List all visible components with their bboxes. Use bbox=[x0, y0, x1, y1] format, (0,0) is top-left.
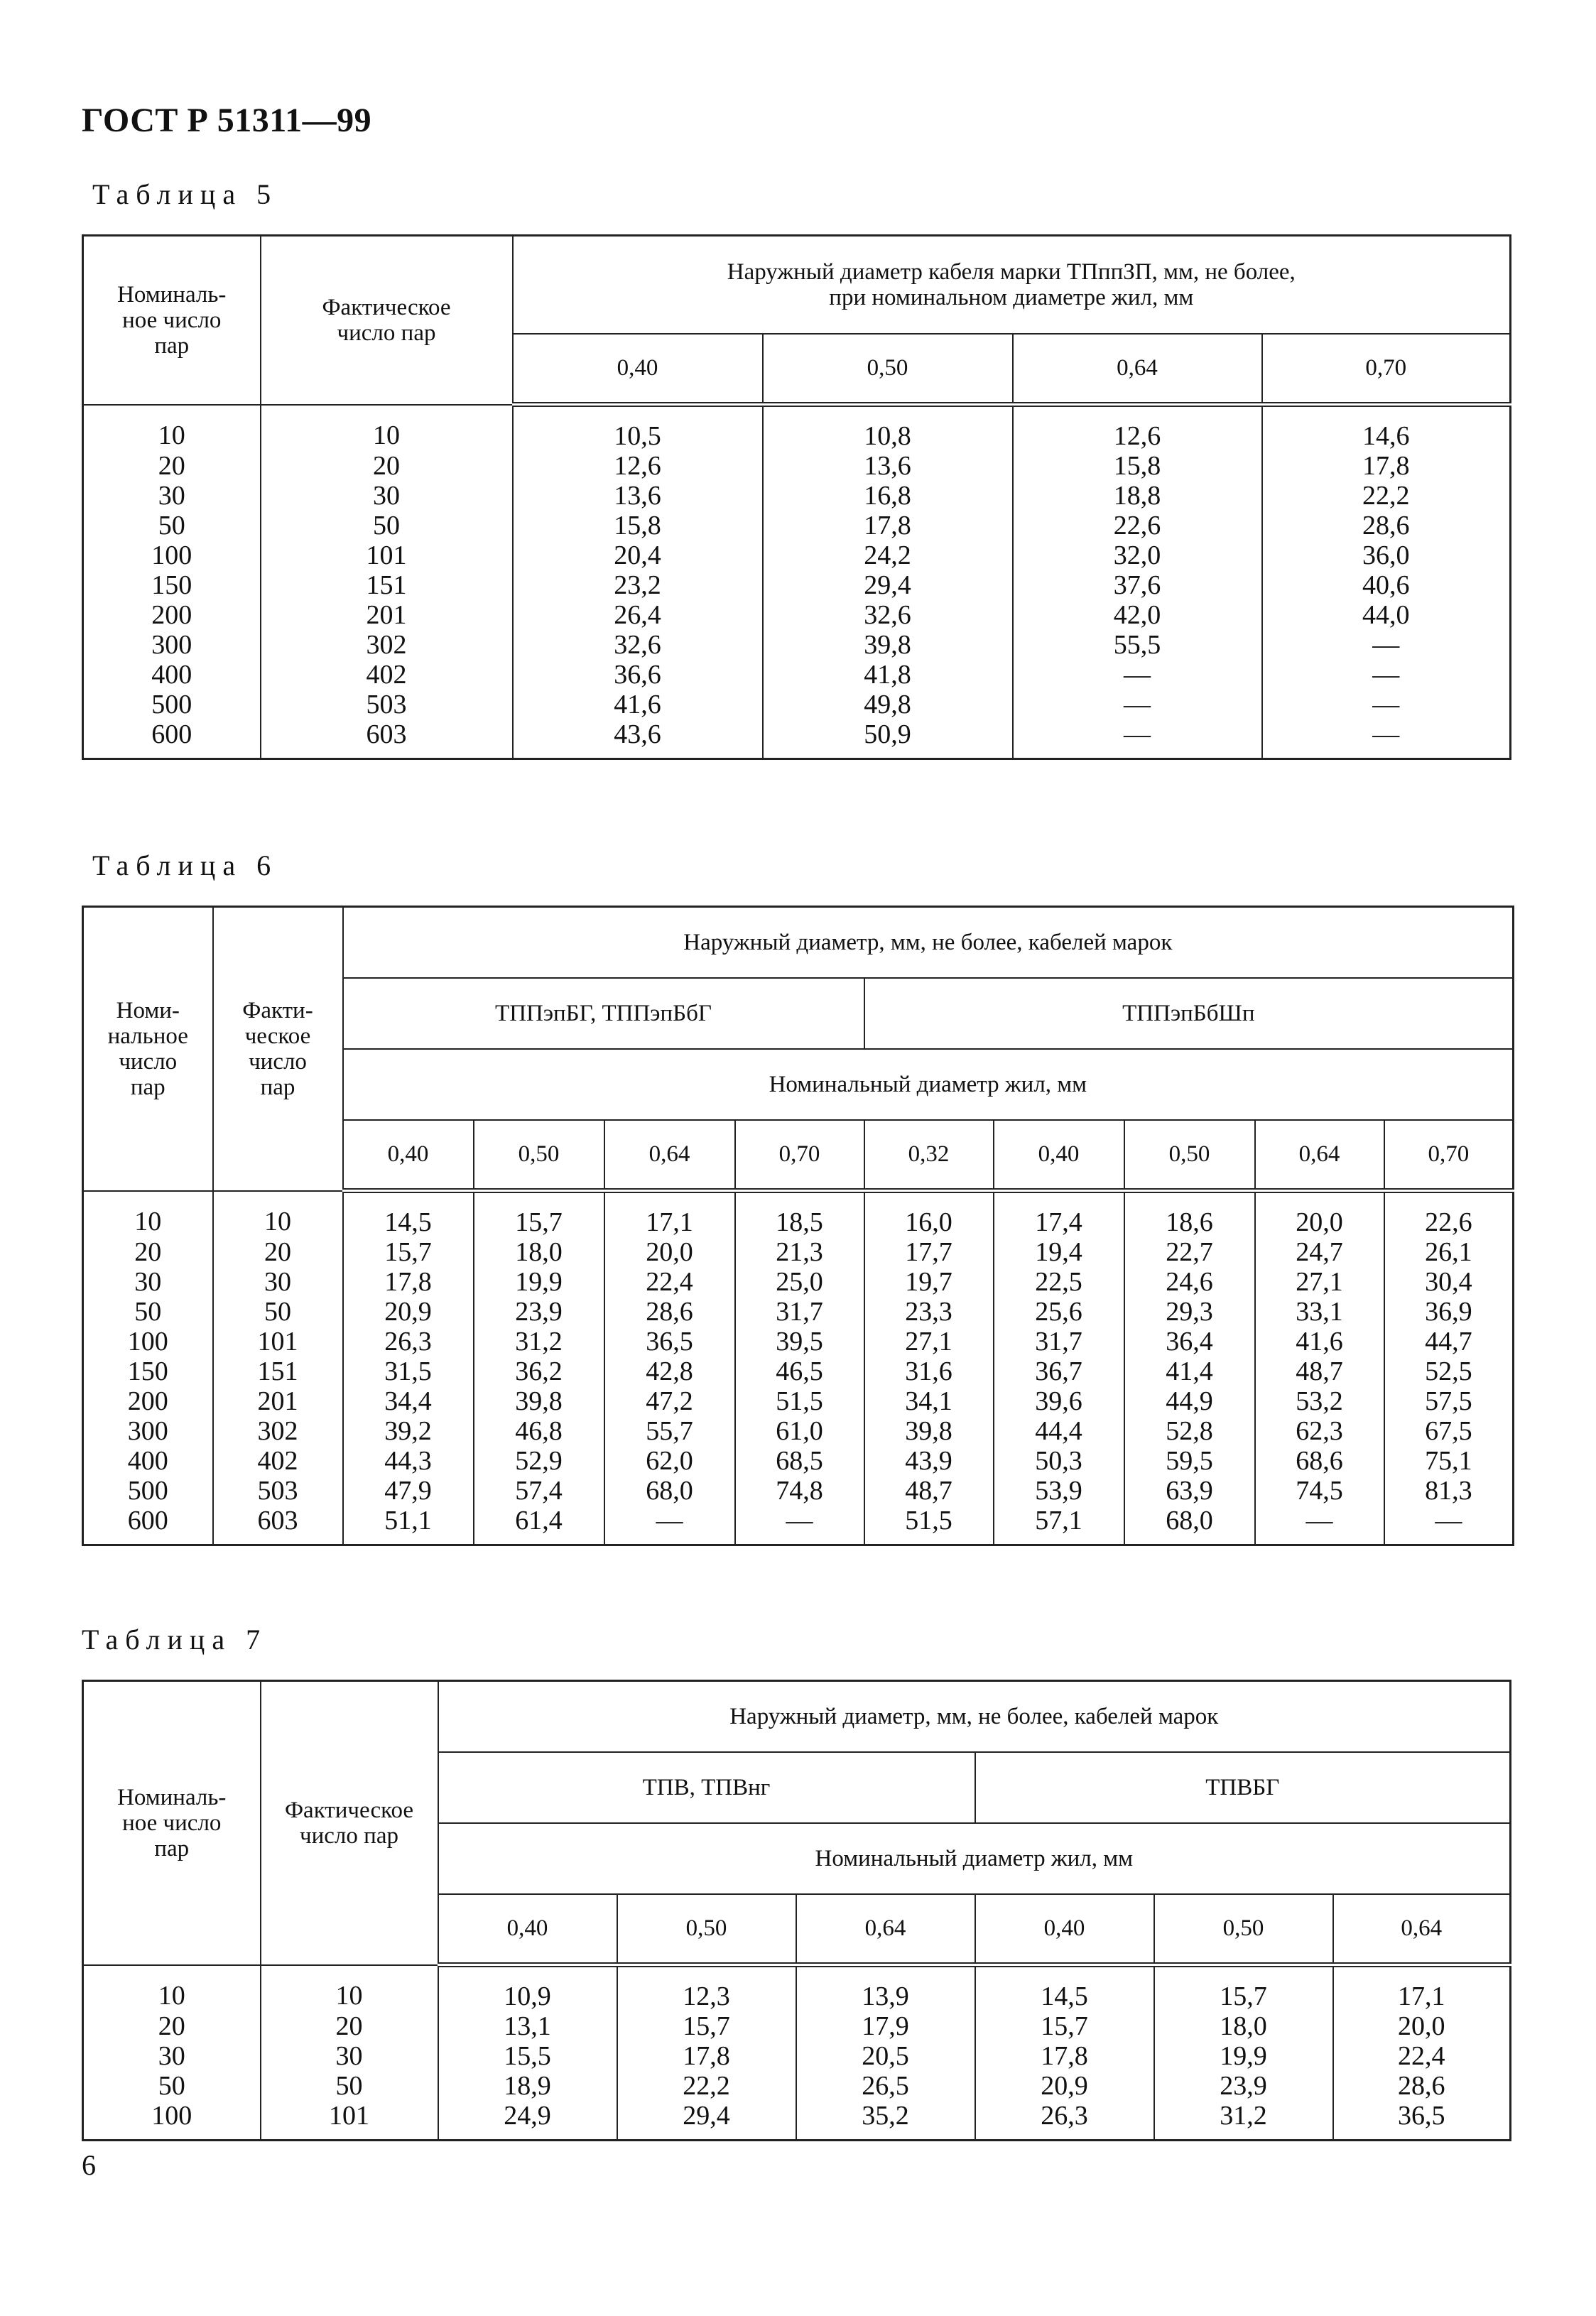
diameter-value-cell: 17,8 bbox=[975, 2041, 1154, 2071]
diameter-value-cell: 44,3 bbox=[343, 1446, 474, 1476]
diameter-value-cell: 39,8 bbox=[763, 630, 1013, 660]
diameter-value-cell: 31,6 bbox=[864, 1357, 994, 1386]
diameter-value-cell: 50,3 bbox=[994, 1446, 1124, 1476]
diameter-value-cell: 20,5 bbox=[796, 2041, 975, 2071]
diameter-value-cell: 36,4 bbox=[1124, 1327, 1255, 1357]
table-row bbox=[83, 660, 1511, 690]
nominal-pairs-cell: 300 bbox=[83, 1416, 213, 1446]
cable-brand-header: ТПВ, ТПВнг bbox=[438, 1752, 975, 1823]
diameter-value-cell: 57,5 bbox=[1384, 1386, 1514, 1416]
diameter-value-cell: 15,7 bbox=[343, 1237, 474, 1267]
diameter-value-cell: 59,5 bbox=[1124, 1446, 1255, 1476]
diameter-value-cell: 68,0 bbox=[604, 1476, 735, 1506]
table-row bbox=[83, 1446, 1514, 1476]
diameter-value-cell: 13,9 bbox=[796, 1965, 975, 2012]
diameter-value-cell: — bbox=[1262, 719, 1511, 759]
diameter-value-cell: 68,6 bbox=[1255, 1446, 1384, 1476]
diameter-value-cell: 41,6 bbox=[1255, 1327, 1384, 1357]
diameter-value-cell: 15,7 bbox=[975, 2011, 1154, 2041]
actual-pairs-cell: 151 bbox=[261, 570, 513, 600]
table-row bbox=[83, 600, 1511, 630]
nominal-pairs-cell: 100 bbox=[83, 540, 261, 570]
diameter-value-cell: 47,9 bbox=[343, 1476, 474, 1506]
diameter-value-cell: 14,5 bbox=[975, 1965, 1154, 2012]
col-nominal-pairs-header: Номиналь- ное число пар bbox=[83, 1681, 261, 1965]
table-6 bbox=[82, 906, 1514, 1546]
diameter-value-cell: 44,9 bbox=[1124, 1386, 1255, 1416]
diameter-value-cell: 27,1 bbox=[864, 1327, 994, 1357]
diameter-value-cell: 32,6 bbox=[763, 600, 1013, 630]
diameter-header: 0,50 bbox=[474, 1120, 604, 1191]
diameter-value-cell: 20,4 bbox=[513, 540, 763, 570]
table-row bbox=[83, 1416, 1514, 1446]
diameter-value-cell: 31,2 bbox=[474, 1327, 604, 1357]
table-row bbox=[83, 570, 1511, 600]
cable-brand-header: ТПВБГ bbox=[975, 1752, 1511, 1823]
diameter-value-cell: 20,9 bbox=[343, 1297, 474, 1327]
diameter-value-cell: 41,4 bbox=[1124, 1357, 1255, 1386]
nominal-pairs-cell: 30 bbox=[83, 2041, 261, 2071]
table-row bbox=[83, 690, 1511, 719]
actual-pairs-cell: 50 bbox=[213, 1297, 343, 1327]
diameter-value-cell: 19,9 bbox=[1154, 2041, 1333, 2071]
diameter-value-cell: 81,3 bbox=[1384, 1476, 1514, 1506]
diameter-value-cell: 14,6 bbox=[1262, 405, 1511, 452]
diameter-header: 0,40 bbox=[438, 1894, 617, 1965]
outer-diameter-group-header: Наружный диаметр, мм, не более, кабелей марок bbox=[438, 1681, 1511, 1752]
actual-pairs-cell: 10 bbox=[261, 405, 513, 452]
diameter-value-cell: — bbox=[735, 1506, 864, 1545]
diameter-value-cell: — bbox=[1013, 660, 1262, 690]
table-row bbox=[83, 1191, 1514, 1238]
diameter-value-cell: 42,8 bbox=[604, 1357, 735, 1386]
diameter-value-cell: 20,0 bbox=[1255, 1191, 1384, 1238]
table-row bbox=[83, 1297, 1514, 1327]
diameter-value-cell: — bbox=[1262, 690, 1511, 719]
table-row bbox=[83, 1237, 1514, 1267]
diameter-value-cell: 26,5 bbox=[796, 2071, 975, 2101]
diameter-value-cell: 17,8 bbox=[343, 1267, 474, 1297]
diameter-value-cell: 18,0 bbox=[1154, 2011, 1333, 2041]
diameter-header: 0,32 bbox=[864, 1120, 994, 1191]
diameter-value-cell: 61,4 bbox=[474, 1506, 604, 1545]
diameter-value-cell: — bbox=[604, 1506, 735, 1545]
col-nominal-pairs-header: Номи- нальное число пар bbox=[83, 907, 213, 1191]
actual-pairs-cell: 50 bbox=[261, 511, 513, 540]
diameter-value-cell: 44,0 bbox=[1262, 600, 1511, 630]
diameter-value-cell: 24,7 bbox=[1255, 1237, 1384, 1267]
nominal-pairs-cell: 300 bbox=[83, 630, 261, 660]
nominal-pairs-cell: 20 bbox=[83, 451, 261, 481]
diameter-value-cell: 36,5 bbox=[604, 1327, 735, 1357]
diameter-value-cell: 53,9 bbox=[994, 1476, 1124, 1506]
table-row bbox=[83, 1506, 1514, 1545]
table-row bbox=[83, 719, 1511, 759]
table-5 bbox=[82, 234, 1511, 760]
diameter-value-cell: 17,1 bbox=[1333, 1965, 1511, 2012]
diameter-value-cell: 15,7 bbox=[617, 2011, 796, 2041]
nominal-pairs-cell: 20 bbox=[83, 1237, 213, 1267]
page-number: 6 bbox=[82, 2149, 96, 2181]
diameter-value-cell: 48,7 bbox=[864, 1476, 994, 1506]
nominal-pairs-cell: 600 bbox=[83, 719, 261, 759]
col-actual-pairs-header: Факти- ческое число пар bbox=[213, 907, 343, 1191]
diameter-value-cell: — bbox=[1384, 1506, 1514, 1545]
diameter-value-cell: 18,9 bbox=[438, 2071, 617, 2101]
diameter-value-cell: 29,4 bbox=[763, 570, 1013, 600]
diameter-header: 0,64 bbox=[604, 1120, 735, 1191]
table-6-label: Таблица 6 bbox=[92, 849, 278, 881]
diameter-value-cell: 16,8 bbox=[763, 481, 1013, 511]
diameter-header: 0,64 bbox=[1013, 334, 1262, 405]
diameter-value-cell: 40,6 bbox=[1262, 570, 1511, 600]
outer-diameter-group-header: Наружный диаметр, мм, не более, кабелей марок bbox=[343, 907, 1514, 978]
diameter-value-cell: 43,6 bbox=[513, 719, 763, 759]
nominal-pairs-cell: 10 bbox=[83, 1965, 261, 2012]
diameter-value-cell: 18,5 bbox=[735, 1191, 864, 1238]
diameter-value-cell: 44,7 bbox=[1384, 1327, 1514, 1357]
diameter-header: 0,70 bbox=[735, 1120, 864, 1191]
diameter-value-cell: 39,5 bbox=[735, 1327, 864, 1357]
diameter-value-cell: 36,9 bbox=[1384, 1297, 1514, 1327]
table-row bbox=[83, 405, 1511, 452]
diameter-value-cell: 18,8 bbox=[1013, 481, 1262, 511]
diameter-value-cell: 22,2 bbox=[1262, 481, 1511, 511]
diameter-value-cell: 15,8 bbox=[513, 511, 763, 540]
nominal-pairs-cell: 500 bbox=[83, 1476, 213, 1506]
diameter-value-cell: 10,5 bbox=[513, 405, 763, 452]
diameter-header: 0,50 bbox=[1154, 1894, 1333, 1965]
actual-pairs-cell: 20 bbox=[261, 451, 513, 481]
actual-pairs-cell: 201 bbox=[261, 600, 513, 630]
diameter-value-cell: 23,3 bbox=[864, 1297, 994, 1327]
diameter-value-cell: 15,8 bbox=[1013, 451, 1262, 481]
actual-pairs-cell: 10 bbox=[261, 1965, 438, 2012]
nominal-pairs-cell: 100 bbox=[83, 1327, 213, 1357]
diameter-value-cell: 44,4 bbox=[994, 1416, 1124, 1446]
nominal-diameter-header: Номинальный диаметр жил, мм bbox=[343, 1049, 1514, 1120]
actual-pairs-cell: 20 bbox=[213, 1237, 343, 1267]
diameter-value-cell: 39,6 bbox=[994, 1386, 1124, 1416]
diameter-header: 0,64 bbox=[796, 1894, 975, 1965]
actual-pairs-cell: 30 bbox=[261, 481, 513, 511]
diameter-value-cell: 12,6 bbox=[513, 451, 763, 481]
diameter-value-cell: 31,5 bbox=[343, 1357, 474, 1386]
diameter-value-cell: — bbox=[1013, 690, 1262, 719]
diameter-header: 0,70 bbox=[1384, 1120, 1514, 1191]
diameter-value-cell: 52,8 bbox=[1124, 1416, 1255, 1446]
diameter-value-cell: 41,8 bbox=[763, 660, 1013, 690]
nominal-pairs-cell: 150 bbox=[83, 1357, 213, 1386]
table-5-label: Таблица 5 bbox=[92, 178, 278, 210]
table-row bbox=[83, 1386, 1514, 1416]
diameter-value-cell: 22,4 bbox=[604, 1267, 735, 1297]
table-row bbox=[83, 1327, 1514, 1357]
diameter-value-cell: 22,6 bbox=[1384, 1191, 1514, 1238]
diameter-value-cell: 15,7 bbox=[1154, 1965, 1333, 2012]
cable-brand-header: ТППэпБГ, ТППэпБбГ bbox=[343, 978, 864, 1049]
diameter-value-cell: 61,0 bbox=[735, 1416, 864, 1446]
diameter-value-cell: 28,6 bbox=[604, 1297, 735, 1327]
diameter-value-cell: 24,6 bbox=[1124, 1267, 1255, 1297]
col-actual-pairs-header: Фактическое число пар bbox=[261, 1681, 438, 1965]
diameter-value-cell: 39,8 bbox=[864, 1416, 994, 1446]
diameter-value-cell: 30,4 bbox=[1384, 1267, 1514, 1297]
diameter-value-cell: 67,5 bbox=[1384, 1416, 1514, 1446]
diameter-value-cell: 63,9 bbox=[1124, 1476, 1255, 1506]
diameter-value-cell: 32,6 bbox=[513, 630, 763, 660]
diameter-value-cell: 10,9 bbox=[438, 1965, 617, 2012]
diameter-value-cell: 74,5 bbox=[1255, 1476, 1384, 1506]
table-row bbox=[83, 630, 1511, 660]
diameter-value-cell: 18,0 bbox=[474, 1237, 604, 1267]
table-7-label: Таблица 7 bbox=[82, 1624, 268, 1656]
table-row bbox=[83, 2011, 1511, 2041]
diameter-value-cell: 57,4 bbox=[474, 1476, 604, 1506]
diameter-value-cell: 31,7 bbox=[735, 1297, 864, 1327]
diameter-value-cell: 36,7 bbox=[994, 1357, 1124, 1386]
diameter-value-cell: 32,0 bbox=[1013, 540, 1262, 570]
diameter-value-cell: 26,1 bbox=[1384, 1237, 1514, 1267]
table-row bbox=[83, 2041, 1511, 2071]
diameter-value-cell: 55,7 bbox=[604, 1416, 735, 1446]
diameter-header: 0,50 bbox=[1124, 1120, 1255, 1191]
diameter-header: 0,50 bbox=[763, 334, 1013, 405]
nominal-pairs-cell: 150 bbox=[83, 570, 261, 600]
actual-pairs-cell: 603 bbox=[261, 719, 513, 759]
nominal-pairs-cell: 600 bbox=[83, 1506, 213, 1545]
actual-pairs-cell: 201 bbox=[213, 1386, 343, 1416]
diameter-value-cell: 13,6 bbox=[513, 481, 763, 511]
diameter-value-cell: 62,0 bbox=[604, 1446, 735, 1476]
diameter-value-cell: 51,1 bbox=[343, 1506, 474, 1545]
diameter-value-cell: 57,1 bbox=[994, 1506, 1124, 1545]
diameter-value-cell: 17,4 bbox=[994, 1191, 1124, 1238]
actual-pairs-cell: 101 bbox=[213, 1327, 343, 1357]
nominal-pairs-cell: 200 bbox=[83, 600, 261, 630]
diameter-value-cell: 24,9 bbox=[438, 2101, 617, 2141]
diameter-value-cell: 26,3 bbox=[343, 1327, 474, 1357]
diameter-value-cell: 34,4 bbox=[343, 1386, 474, 1416]
diameter-value-cell: 17,8 bbox=[617, 2041, 796, 2071]
table-row bbox=[83, 481, 1511, 511]
diameter-value-cell: 41,6 bbox=[513, 690, 763, 719]
diameter-value-cell: 52,9 bbox=[474, 1446, 604, 1476]
diameter-value-cell: 12,3 bbox=[617, 1965, 796, 2012]
diameter-value-cell: 51,5 bbox=[864, 1506, 994, 1545]
diameter-value-cell: 17,8 bbox=[1262, 451, 1511, 481]
diameter-value-cell: 13,6 bbox=[763, 451, 1013, 481]
diameter-header: 0,40 bbox=[994, 1120, 1124, 1191]
diameter-value-cell: 22,2 bbox=[617, 2071, 796, 2101]
diameter-value-cell: 51,5 bbox=[735, 1386, 864, 1416]
diameter-value-cell: 22,6 bbox=[1013, 511, 1262, 540]
diameter-value-cell: 68,0 bbox=[1124, 1506, 1255, 1545]
table-row bbox=[83, 1267, 1514, 1297]
diameter-value-cell: 50,9 bbox=[763, 719, 1013, 759]
actual-pairs-cell: 151 bbox=[213, 1357, 343, 1386]
actual-pairs-cell: 402 bbox=[213, 1446, 343, 1476]
diameter-value-cell: 17,8 bbox=[763, 511, 1013, 540]
diameter-value-cell: 37,6 bbox=[1013, 570, 1262, 600]
actual-pairs-cell: 10 bbox=[213, 1191, 343, 1238]
diameter-value-cell: 21,3 bbox=[735, 1237, 864, 1267]
diameter-value-cell: 20,9 bbox=[975, 2071, 1154, 2101]
diameter-value-cell: 29,3 bbox=[1124, 1297, 1255, 1327]
diameter-value-cell: 10,8 bbox=[763, 405, 1013, 452]
diameter-value-cell: 19,7 bbox=[864, 1267, 994, 1297]
diameter-value-cell: 12,6 bbox=[1013, 405, 1262, 452]
diameter-value-cell: 25,0 bbox=[735, 1267, 864, 1297]
diameter-value-cell: 43,9 bbox=[864, 1446, 994, 1476]
diameter-value-cell: 24,2 bbox=[763, 540, 1013, 570]
nominal-pairs-cell: 10 bbox=[83, 1191, 213, 1238]
diameter-value-cell: — bbox=[1262, 630, 1511, 660]
diameter-value-cell: 48,7 bbox=[1255, 1357, 1384, 1386]
diameter-value-cell: 47,2 bbox=[604, 1386, 735, 1416]
nominal-diameter-header: Номинальный диаметр жил, мм bbox=[438, 1823, 1511, 1894]
diameter-value-cell: 26,4 bbox=[513, 600, 763, 630]
diameter-header: 0,64 bbox=[1333, 1894, 1511, 1965]
nominal-pairs-cell: 400 bbox=[83, 1446, 213, 1476]
nominal-pairs-cell: 50 bbox=[83, 1297, 213, 1327]
diameter-value-cell: 23,2 bbox=[513, 570, 763, 600]
actual-pairs-cell: 402 bbox=[261, 660, 513, 690]
diameter-value-cell: 19,9 bbox=[474, 1267, 604, 1297]
diameter-value-cell: 22,5 bbox=[994, 1267, 1124, 1297]
diameter-value-cell: 19,4 bbox=[994, 1237, 1124, 1267]
diameter-value-cell: 22,4 bbox=[1333, 2041, 1511, 2071]
diameter-header: 0,50 bbox=[617, 1894, 796, 1965]
col-nominal-pairs-header: Номиналь- ное число пар bbox=[83, 236, 261, 405]
cable-brand-header: ТППэпБбШп bbox=[864, 978, 1514, 1049]
diameter-value-cell: 20,0 bbox=[604, 1237, 735, 1267]
actual-pairs-cell: 302 bbox=[261, 630, 513, 660]
diameter-value-cell: — bbox=[1262, 660, 1511, 690]
diameter-value-cell: 75,1 bbox=[1384, 1446, 1514, 1476]
diameter-value-cell: 36,0 bbox=[1262, 540, 1511, 570]
diameter-header: 0,40 bbox=[975, 1894, 1154, 1965]
actual-pairs-cell: 30 bbox=[213, 1267, 343, 1297]
nominal-pairs-cell: 30 bbox=[83, 481, 261, 511]
diameter-value-cell: 18,6 bbox=[1124, 1191, 1255, 1238]
actual-pairs-cell: 603 bbox=[213, 1506, 343, 1545]
col-actual-pairs-header: Фактическое число пар bbox=[261, 236, 513, 405]
diameter-value-cell: 68,5 bbox=[735, 1446, 864, 1476]
table-row bbox=[83, 1965, 1511, 2012]
diameter-value-cell: 62,3 bbox=[1255, 1416, 1384, 1446]
actual-pairs-cell: 503 bbox=[213, 1476, 343, 1506]
diameter-value-cell: 17,1 bbox=[604, 1191, 735, 1238]
diameter-value-cell: 35,2 bbox=[796, 2101, 975, 2141]
diameter-value-cell: 53,2 bbox=[1255, 1386, 1384, 1416]
diameter-value-cell: 46,5 bbox=[735, 1357, 864, 1386]
diameter-value-cell: 34,1 bbox=[864, 1386, 994, 1416]
table-7 bbox=[82, 1680, 1511, 2141]
diameter-value-cell: 17,9 bbox=[796, 2011, 975, 2041]
diameter-header: 0,40 bbox=[513, 334, 763, 405]
diameter-value-cell: 55,5 bbox=[1013, 630, 1262, 660]
diameter-value-cell: — bbox=[1013, 719, 1262, 759]
document-title: ГОСТ Р 51311—99 bbox=[82, 102, 372, 139]
actual-pairs-cell: 50 bbox=[261, 2071, 438, 2101]
table-row bbox=[83, 1357, 1514, 1386]
diameter-value-cell: 46,8 bbox=[474, 1416, 604, 1446]
outer-diameter-group-header: Наружный диаметр кабеля марки ТПппЗП, мм, не более, при номинальном диаметре жил, мм bbox=[513, 236, 1511, 334]
nominal-pairs-cell: 400 bbox=[83, 660, 261, 690]
diameter-value-cell: — bbox=[1255, 1506, 1384, 1545]
diameter-value-cell: 16,0 bbox=[864, 1191, 994, 1238]
diameter-value-cell: 15,7 bbox=[474, 1191, 604, 1238]
diameter-value-cell: 26,3 bbox=[975, 2101, 1154, 2141]
diameter-value-cell: 36,2 bbox=[474, 1357, 604, 1386]
diameter-value-cell: 52,5 bbox=[1384, 1357, 1514, 1386]
table-row bbox=[83, 451, 1511, 481]
actual-pairs-cell: 101 bbox=[261, 540, 513, 570]
nominal-pairs-cell: 50 bbox=[83, 2071, 261, 2101]
actual-pairs-cell: 503 bbox=[261, 690, 513, 719]
nominal-pairs-cell: 50 bbox=[83, 511, 261, 540]
diameter-value-cell: 31,7 bbox=[994, 1327, 1124, 1357]
diameter-value-cell: 31,2 bbox=[1154, 2101, 1333, 2141]
diameter-value-cell: 25,6 bbox=[994, 1297, 1124, 1327]
nominal-pairs-cell: 200 bbox=[83, 1386, 213, 1416]
diameter-header: 0,70 bbox=[1262, 334, 1511, 405]
diameter-value-cell: 27,1 bbox=[1255, 1267, 1384, 1297]
diameter-value-cell: 33,1 bbox=[1255, 1297, 1384, 1327]
diameter-value-cell: 49,8 bbox=[763, 690, 1013, 719]
table-row bbox=[83, 540, 1511, 570]
nominal-pairs-cell: 20 bbox=[83, 2011, 261, 2041]
table-row bbox=[83, 2101, 1511, 2141]
table-row bbox=[83, 1476, 1514, 1506]
table-row bbox=[83, 2071, 1511, 2101]
nominal-pairs-cell: 500 bbox=[83, 690, 261, 719]
nominal-pairs-cell: 10 bbox=[83, 405, 261, 452]
diameter-value-cell: 39,8 bbox=[474, 1386, 604, 1416]
actual-pairs-cell: 302 bbox=[213, 1416, 343, 1446]
diameter-value-cell: 36,5 bbox=[1333, 2101, 1511, 2141]
diameter-value-cell: 13,1 bbox=[438, 2011, 617, 2041]
diameter-value-cell: 14,5 bbox=[343, 1191, 474, 1238]
diameter-header: 0,64 bbox=[1255, 1120, 1384, 1191]
nominal-pairs-cell: 30 bbox=[83, 1267, 213, 1297]
diameter-value-cell: 22,7 bbox=[1124, 1237, 1255, 1267]
diameter-header: 0,40 bbox=[343, 1120, 474, 1191]
table-row bbox=[83, 511, 1511, 540]
diameter-value-cell: 23,9 bbox=[474, 1297, 604, 1327]
diameter-value-cell: 42,0 bbox=[1013, 600, 1262, 630]
diameter-value-cell: 74,8 bbox=[735, 1476, 864, 1506]
actual-pairs-cell: 30 bbox=[261, 2041, 438, 2071]
diameter-value-cell: 39,2 bbox=[343, 1416, 474, 1446]
diameter-value-cell: 29,4 bbox=[617, 2101, 796, 2141]
diameter-value-cell: 20,0 bbox=[1333, 2011, 1511, 2041]
diameter-value-cell: 28,6 bbox=[1333, 2071, 1511, 2101]
diameter-value-cell: 15,5 bbox=[438, 2041, 617, 2071]
diameter-value-cell: 23,9 bbox=[1154, 2071, 1333, 2101]
actual-pairs-cell: 20 bbox=[261, 2011, 438, 2041]
diameter-value-cell: 36,6 bbox=[513, 660, 763, 690]
diameter-value-cell: 28,6 bbox=[1262, 511, 1511, 540]
nominal-pairs-cell: 100 bbox=[83, 2101, 261, 2141]
diameter-value-cell: 17,7 bbox=[864, 1237, 994, 1267]
actual-pairs-cell: 101 bbox=[261, 2101, 438, 2141]
